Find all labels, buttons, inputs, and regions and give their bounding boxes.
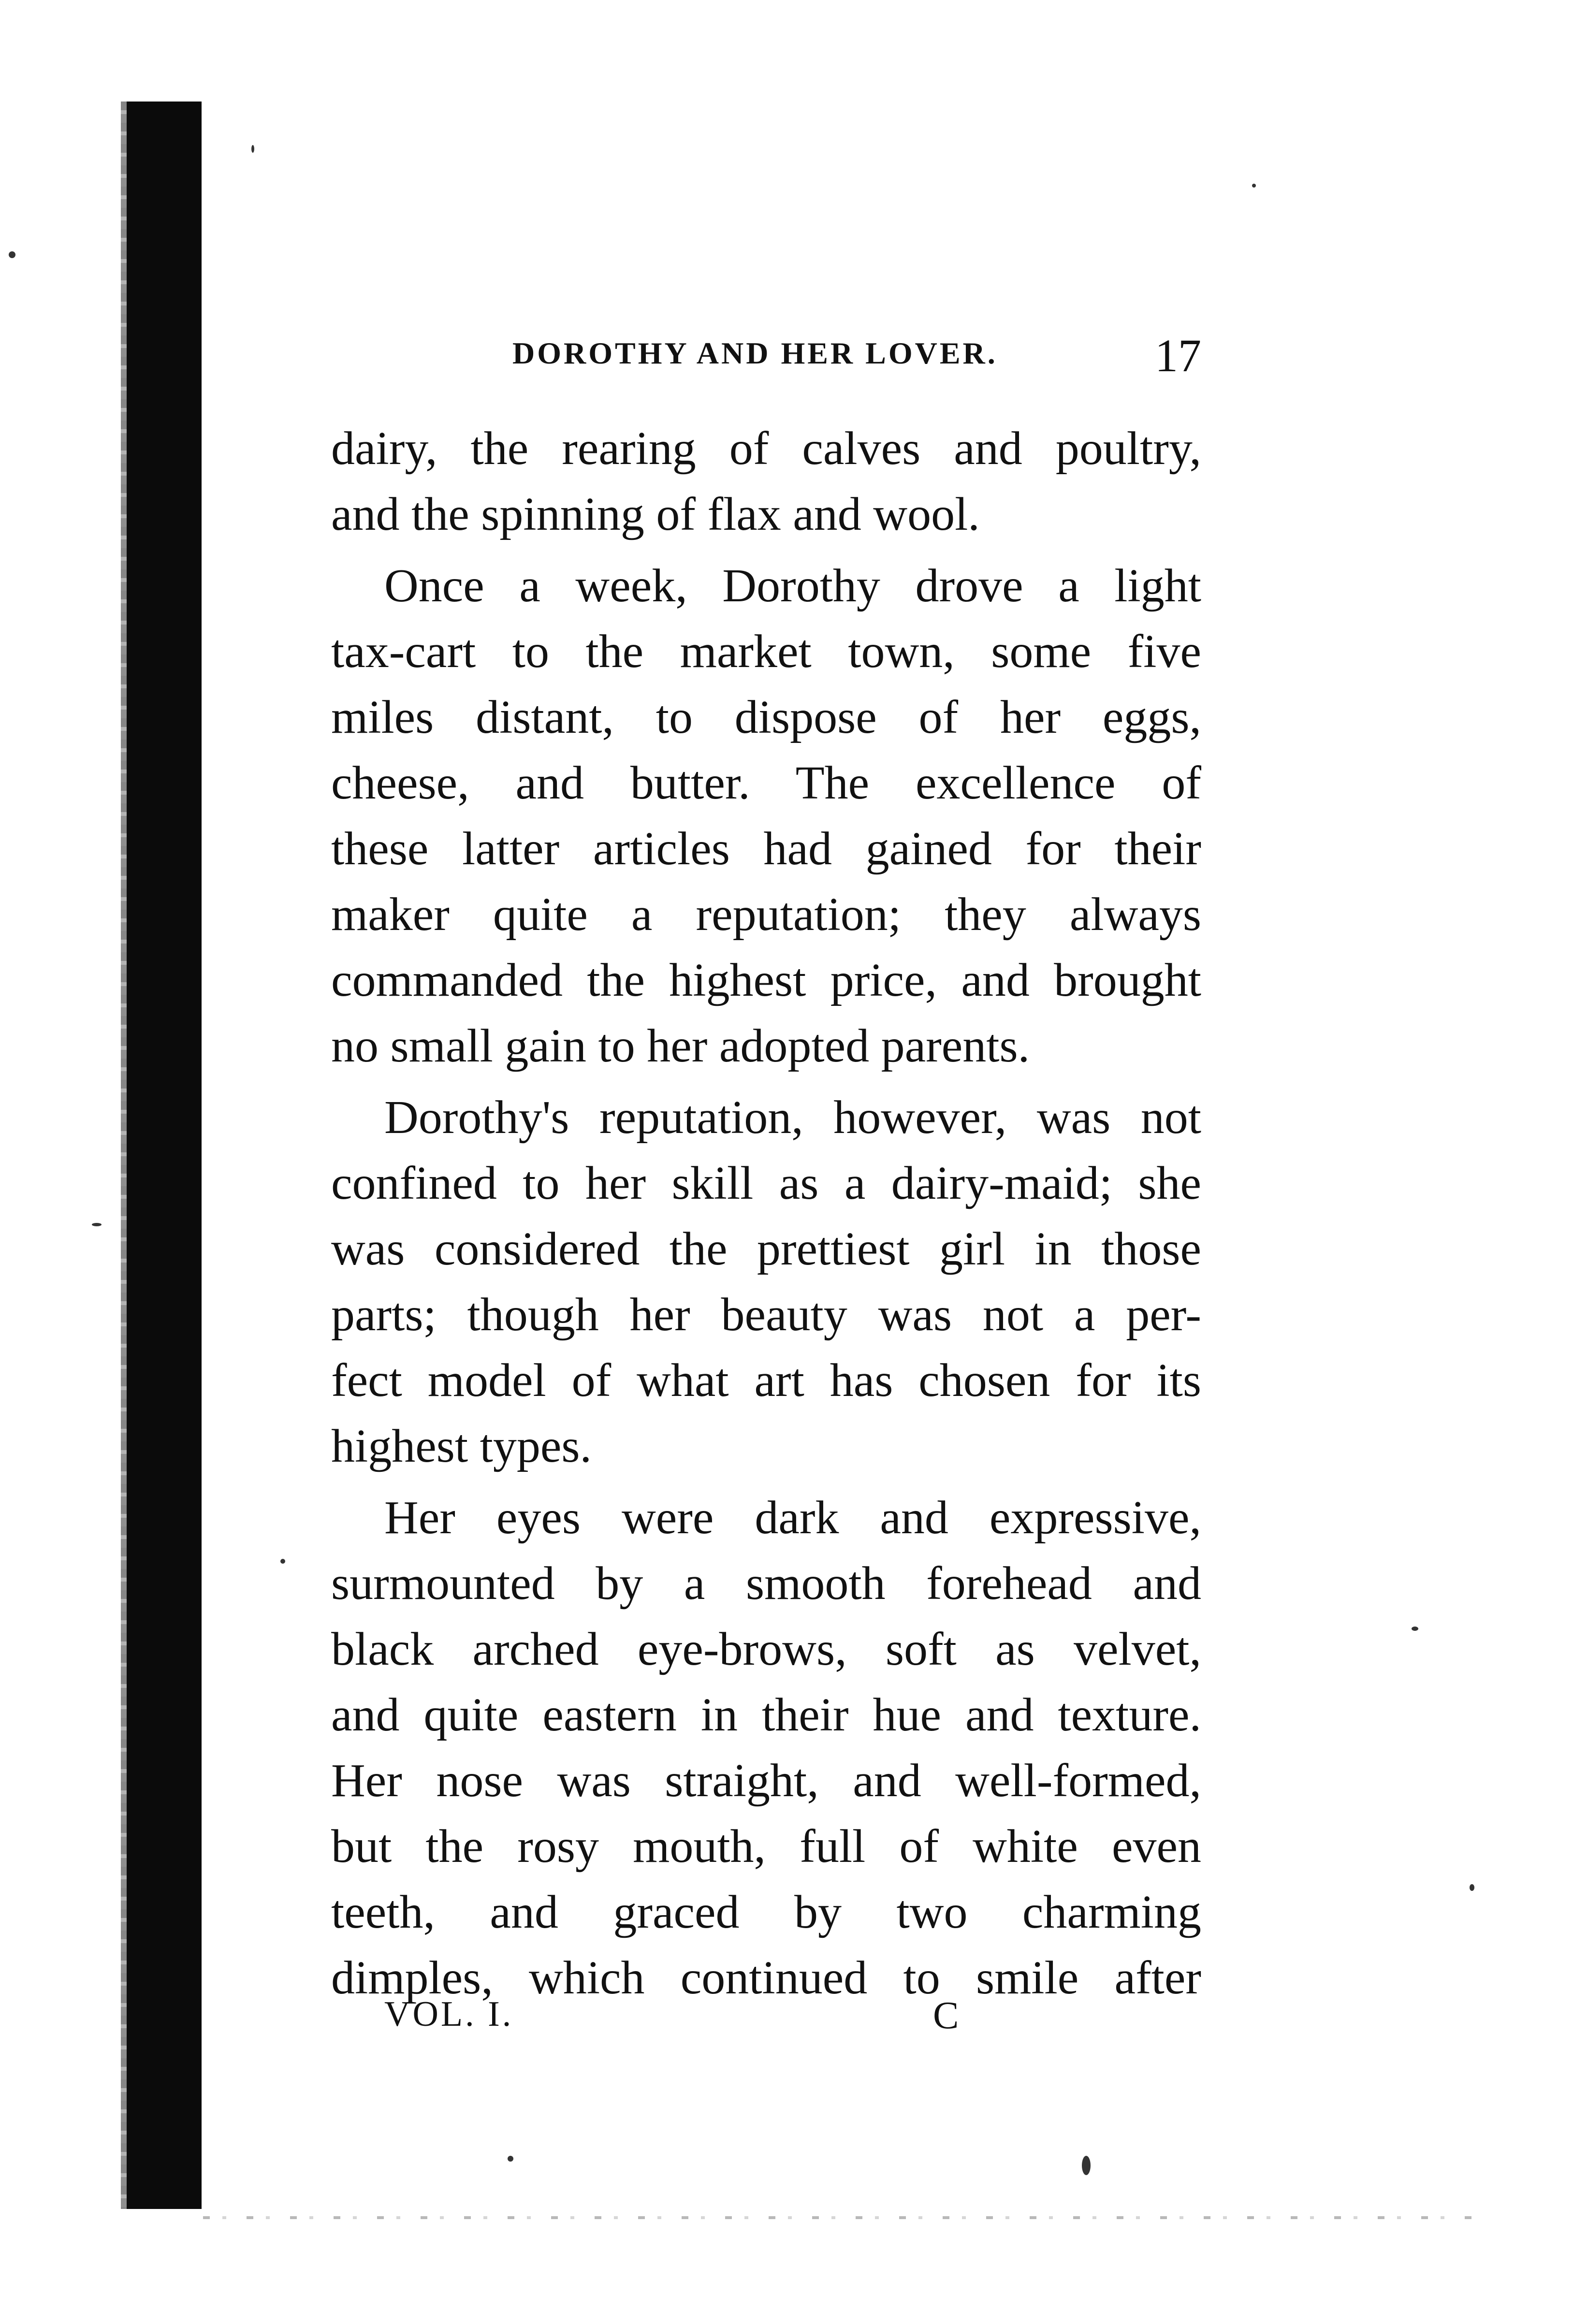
scan-speck [251, 145, 254, 153]
text-line: these latter articles had gained for their [331, 823, 1201, 875]
text-line: maker quite a reputation; they always [331, 888, 1201, 941]
scan-bottom-noise [203, 2216, 1479, 2219]
paragraph [331, 1485, 1201, 2011]
body-text [331, 416, 1201, 2011]
scan-speck [1412, 1627, 1418, 1631]
scan-speck [9, 251, 15, 258]
text-line: fect model of what art has chosen for its [331, 1354, 1201, 1407]
text-line: Dorothy's reputation, however, was not [384, 1091, 1201, 1144]
text-line: teeth, and graced by two charming [331, 1886, 1201, 1938]
page-number: 17 [1155, 330, 1201, 381]
text-line: no small gain to her adopted parents. [331, 1020, 1030, 1072]
signature-letter: C [933, 1994, 959, 2037]
scan-speck [1252, 184, 1256, 188]
page-header [512, 329, 1201, 382]
scan-speck [508, 2156, 513, 2162]
text-line: commanded the highest price, and brought [331, 954, 1201, 1006]
running-title: DOROTHY AND HER LOVER. [512, 336, 998, 370]
volume-mark: VOL. I. [384, 1994, 514, 2034]
text-line: was considered the prettiest girl in those [331, 1223, 1201, 1275]
text-line: and the spinning of flax and wool. [331, 488, 980, 540]
text-line: surmounted by a smooth forehead and [331, 1557, 1201, 1610]
text-line: parts; though her beauty was not a per- [331, 1289, 1201, 1341]
page-footer [384, 1994, 1013, 2042]
text-line: Her eyes were dark and expressive, [384, 1492, 1201, 1544]
text-line: dimples, which continued to smile after [331, 1952, 1201, 2004]
text-line: Once a week, Dorothy drove a light [384, 560, 1201, 612]
scan-speck [1082, 2156, 1091, 2175]
text-line: highest types. [331, 1420, 592, 1472]
scan-speck [1470, 1884, 1474, 1891]
scan-binding-shadow [127, 102, 202, 2209]
paragraph [331, 416, 1201, 547]
text-line: but the rosy mouth, full of white even [331, 1820, 1201, 1873]
scan-speck [92, 1223, 102, 1226]
text-line: tax-cart to the market town, some five [331, 625, 1201, 678]
scan-speck [280, 1559, 285, 1564]
text-line: dairy, the rearing of calves and poultry, [331, 422, 1201, 475]
text-line: black arched eye-brows, soft as velvet, [331, 1623, 1201, 1675]
text-line: miles distant, to dispose of her eggs, [331, 691, 1201, 743]
paragraph [331, 553, 1201, 1079]
text-line: and quite eastern in their hue and texture. [331, 1689, 1201, 1741]
text-line: confined to her skill as a dairy-maid; she [331, 1157, 1201, 1209]
text-line: cheese, and butter. The excellence of [331, 757, 1201, 809]
text-line: Her nose was straight, and well-formed, [331, 1755, 1201, 1807]
paragraph [331, 1085, 1201, 1479]
